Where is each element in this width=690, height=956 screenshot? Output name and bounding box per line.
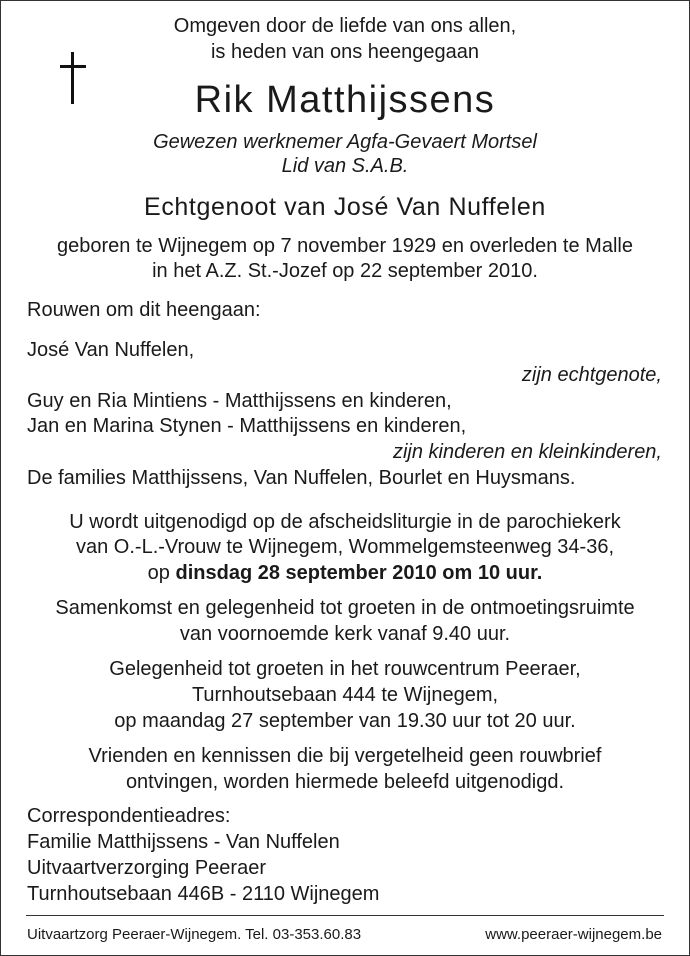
deceased-name: Rik Matthijssens [194, 79, 496, 121]
intro-line-2: is heden van ons heengegaan [210, 41, 479, 63]
service-line-3 [0, 561, 690, 585]
spouse-line: Echtgenoot van José Van Nuffelen [144, 193, 546, 221]
viewing-line-3: op maandag 27 september van 19.30 uur tot 20 uur. [114, 710, 576, 732]
footer-website-link[interactable]: www.peeraer-wijnegem.be [485, 926, 662, 943]
role-line-2: Lid van S.A.B. [281, 155, 409, 177]
mourner-families: De families Matthijssens, Van Nuffelen, Bourlet en Huysmans. [27, 467, 576, 489]
mourner-child-1: Guy en Ria Mintiens - Matthijssens en kinderen, [27, 390, 452, 412]
service-date-time: dinsdag 28 september 2010 om 10 uur. [175, 562, 543, 584]
correspondence-heading: Correspondentieadres: [27, 805, 231, 827]
service-line-3-prefix: op [147, 562, 176, 584]
mourner-child-2: Jan en Marina Stynen - Matthijssens en kinderen, [27, 415, 467, 437]
birth-line-2: in het A.Z. St.-Jozef op 22 september 2010. [152, 260, 538, 282]
mourner-spouse-role: zijn echtgenote, [521, 364, 662, 386]
notice-line-1: Vrienden en kennissen die bij vergetelheid geen rouwbrief [88, 745, 602, 767]
correspondence-line-2: Uitvaartverzorging Peeraer [27, 857, 266, 879]
role-line-1: Gewezen werknemer Agfa-Gevaert Mortsel [153, 131, 537, 153]
viewing-line-2: Turnhoutsebaan 444 te Wijnegem, [191, 684, 499, 706]
intro-line-1: Omgeven door de liefde van ons allen, [173, 15, 517, 37]
gathering-line-1: Samenkomst en gelegenheid tot groeten in de ontmoetingsruimte [55, 597, 635, 619]
correspondence-line-3: Turnhoutsebaan 446B - 2110 Wijnegem [27, 883, 380, 905]
service-line-2: van O.-L.-Vrouw te Wijnegem, Wommelgemsteenweg 34-36, [76, 536, 614, 558]
footer-contact: Uitvaartzorg Peeraer-Wijnegem. Tel. 03-353.60.83 [27, 926, 362, 943]
footer-divider [26, 915, 664, 916]
notice-line-2: ontvingen, worden hiermede beleefd uitgenodigd. [125, 771, 565, 793]
mourner-spouse-name: José Van Nuffelen, [27, 339, 195, 361]
mourner-children-role: zijn kinderen en kleinkinderen, [392, 441, 662, 463]
birth-line-1: geboren te Wijnegem op 7 november 1929 en overleden te Malle [57, 235, 633, 257]
service-line-1: U wordt uitgenodigd op de afscheidsliturgie in de parochiekerk [69, 511, 621, 533]
gathering-line-2: van voornoemde kerk vanaf 9.40 uur. [179, 623, 511, 645]
mourners-heading: Rouwen om dit heengaan: [27, 299, 261, 321]
viewing-line-1: Gelegenheid tot groeten in het rouwcentrum Peeraer, [109, 658, 581, 680]
correspondence-line-1: Familie Matthijssens - Van Nuffelen [27, 831, 340, 853]
